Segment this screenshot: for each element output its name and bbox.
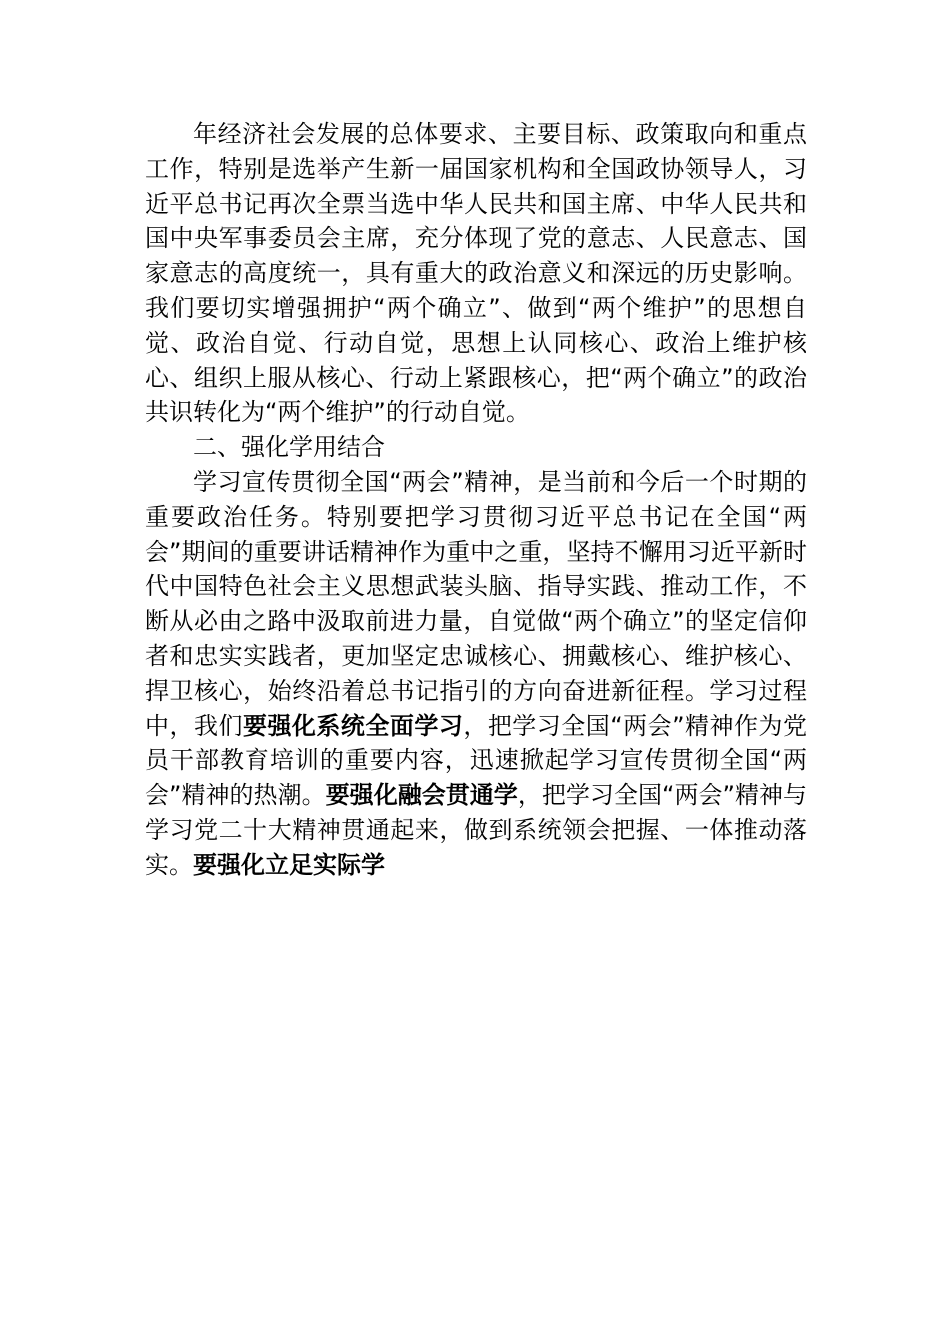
section-heading: 二、强化学用结合 — [193, 433, 385, 462]
paragraph-2-text-3: ，把学习全国“两会”精神与学习党二十大精神贯通起来，做到系统领会把握、一体推动落实。 — [145, 781, 808, 879]
emphasis-systematic-study: 要强化系统全面学习 — [242, 711, 464, 740]
paragraph-study — [145, 465, 807, 883]
paragraph-2-text-2: ，把学习全国“两会”精神作为党员干部教育培训的重要内容，迅速掀起学习宣传贯彻全国“两会”精神的热潮。 — [145, 711, 808, 810]
paragraph-1-text: 年经济社会发展的总体要求、主要目标、政策取向和重点工作，特别是选举产生新一届国家机构和全国政协领导人，习近平总书记再次全票当选中华人民共和国主席、中华人民共和国中央军事委员会主席，充分体现了党的意志、人民意志、国家意志的高度统一，具有重大的政治意义和深远的历史影响。我们要切实增强拥护“两个确立”、做到“两个维护”的思想自觉、政治自觉、行动自觉，思想上认同核心、政治上维护核心、组织上服从核心、行动上紧跟核心，把“两个确立”的政治共识转化为“两个维护”的行动自觉。 — [145, 120, 807, 427]
paragraph-continued — [145, 117, 807, 430]
document-body — [145, 117, 807, 883]
paragraph-2-text-1: 学习宣传贯彻全国“两会”精神，是当前和今后一个时期的重要政治任务。特别要把学习贯彻习近平总书记在全国“两会”期间的重要讲话精神作为重中之重，坚持不懈用习近平新时代中国特色社会主义思想武装头脑、指导实践、推动工作，不断从必由之路中汲取前进力量，自觉做“两个确立”的坚定信仰者和忠实实践者，更加坚定忠诚核心、拥戴核心、维护核心、捍卫核心，始终沿着总书记指引的方向奋进新征程。学习过程中，我们 — [145, 467, 807, 740]
emphasis-practical-study: 要强化立足实际学 — [193, 850, 385, 879]
emphasis-integrated-study: 要强化融会贯通学 — [325, 781, 518, 810]
